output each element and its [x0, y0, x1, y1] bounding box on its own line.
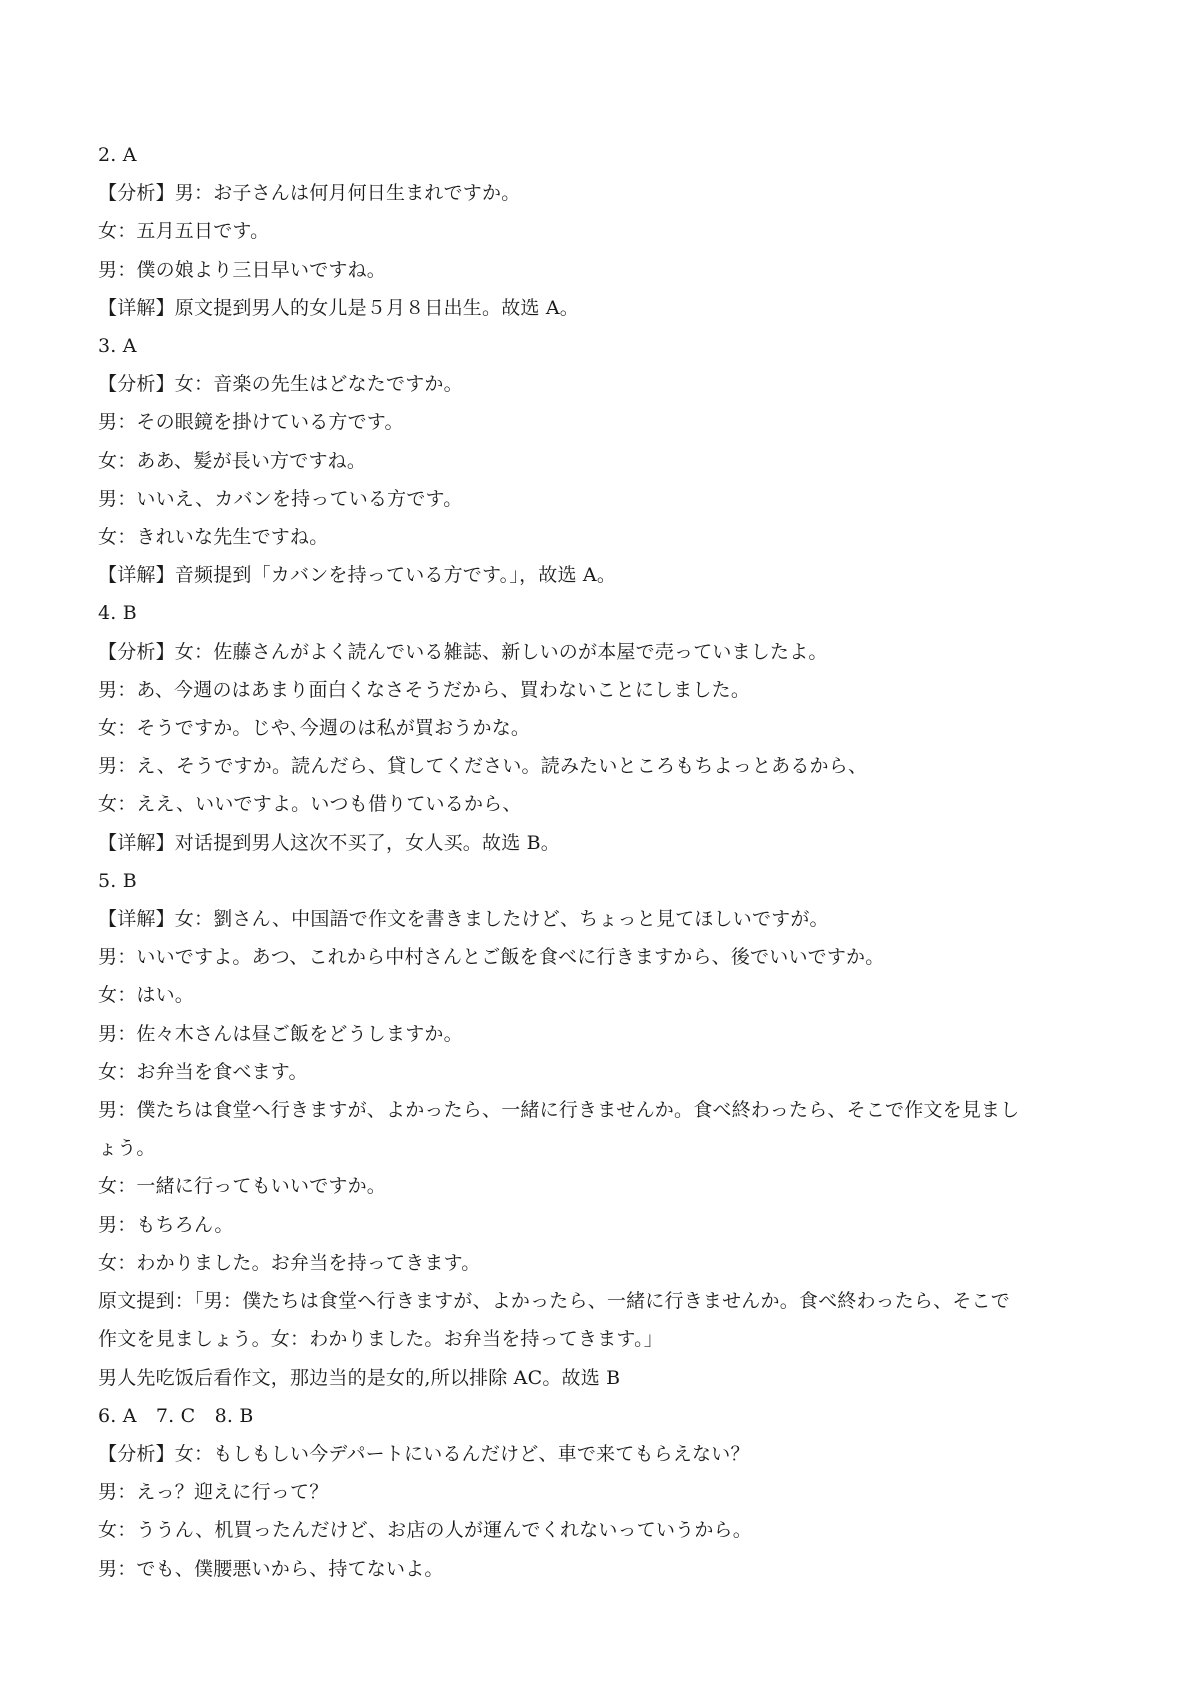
question-5-explanation: 【详解】女：劉さん、中国語で作文を書きましたけど、ちょっと見てほしいですが。 [98, 908, 829, 931]
dialogue-line: 男：僕の娘より三日早いですね。 [98, 258, 387, 281]
dialogue-line: 男：え、そうですか。読んだら、貸してください。読みたいところもちよっとあるから、 [98, 755, 868, 778]
dialogue-line: 男：佐々木さんは昼ご飯をどうしますか。 [98, 1022, 463, 1045]
dialogue-line: 女：きれいな先生ですね。 [98, 526, 329, 549]
questions-6-8-analysis: 【分析】女：もしもしい今デパートにいるんだけど、車で来てもらえない？ [98, 1442, 750, 1465]
dialogue-line: 女：お弁当を食べます。 [98, 1060, 308, 1083]
dialogue-line: 男：その眼鏡を掛けている方です。 [98, 411, 404, 434]
dialogue-line: 男：あ、今週のはあまり面白くなさそうだから、買わないことにしました。 [98, 678, 751, 701]
dialogue-line: 女：はい。 [98, 984, 195, 1007]
question-2-explanation: 【详解】原文提到男人的女儿是５月８日出生。故选 A。 [98, 296, 579, 319]
dialogue-line: 女：ああ、髪が長い方ですね。 [98, 449, 367, 472]
question-4-answer: 4. B [98, 602, 137, 625]
question-5-answer: 5. B [98, 869, 137, 892]
question-2-answer: 2. A [98, 144, 137, 166]
dialogue-line: 男：いいえ、カバンを持っている方です。 [98, 487, 463, 510]
dialogue-line: 男：いいですよ。あつ、これから中村さんとご飯を食べに行きますから、後でいいですか。 [98, 946, 885, 969]
question-3-analysis: 【分析】女：音楽の先生はどなたですか。 [98, 373, 463, 396]
question-4-explanation: 【详解】对话提到男人这次不买了，女人买。故选 B。 [98, 831, 561, 854]
question-5-conclusion: 男人先吃饭后看作文，那边当的是女的,所以排除 AC。故选 B [98, 1366, 621, 1389]
dialogue-line: 男：でも、僕腰悪いから、持てないよ。 [98, 1557, 444, 1580]
question-2-analysis: 【分析】男：お子さんは何月何日生まれですか。 [98, 182, 521, 205]
dialogue-line: 男：えっ？迎えに行って？ [98, 1481, 329, 1504]
dialogue-line: 女：一緒に行ってもいいですか。 [98, 1175, 387, 1198]
answer-explanations [98, 136, 1118, 1588]
question-3-answer: 3. A [98, 335, 137, 358]
question-3-explanation: 【详解】音频提到「カバンを持っている方です。」，故选 A。 [98, 564, 617, 587]
dialogue-line: 女：ええ、いいですよ。いつも借りているから、 [98, 793, 522, 816]
source-quote-continued: 作文を見ましょう。女：わかりました。お弁当を持ってきます。」 [98, 1328, 663, 1351]
question-4-analysis: 【分析】女：佐藤さんがよく読んでいる雑誌、新しいのが本屋で売っていましたよ。 [98, 640, 828, 663]
dialogue-line: 女：わかりました。お弁当を持ってきます。 [98, 1251, 481, 1274]
dialogue-line-continued: ょう。 [98, 1137, 156, 1160]
dialogue-line: 女：五月五日です。 [98, 220, 270, 243]
dialogue-line: 男：僕たちは食堂へ行きますが、よかったら、一緒に行きませんか。食べ終わったら、そこで作文を見まし [98, 1099, 1020, 1122]
source-quote: 原文提到：「男：僕たちは食堂へ行きますが、よかったら、一緒に行きませんか。食べ終わったら、そこで [98, 1290, 1010, 1313]
dialogue-line: 女：ううん、机買ったんだけど、お店の人が運んでくれないっていうから。 [98, 1519, 752, 1542]
questions-6-8-answers: 6. A 7. C 8. B [98, 1404, 254, 1427]
dialogue-line: 男：もちろん。 [98, 1213, 234, 1236]
dialogue-line: 女：そうですか。じや､今週のは私が買おうかな。 [98, 717, 531, 740]
